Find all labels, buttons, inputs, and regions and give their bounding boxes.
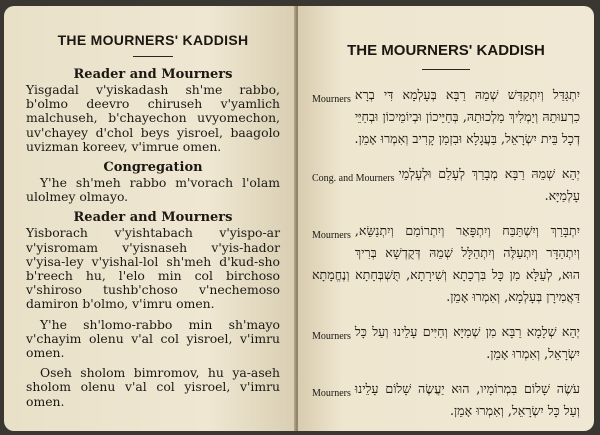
transliteration-paragraph: Yisgadal v'yiskadash sh'me rabbo, b'olmo deevro chiruseh v'yamlich malchuseh, b'chayechon uvyomechon, uv'chayey d'chol beys yisroel, baagolo uvizman koreev, v'imrue omen. xyxy=(26,82,280,154)
transliteration-paragraph: Y'he sh'lomo-rabbo min sh'mayo v'chayim olenu v'al col yisroel, v'imru omen. xyxy=(26,316,280,361)
section-congregation xyxy=(26,160,280,204)
transliteration-paragraph: Oseh sholom bimromov, hu ya-aseh sholom olenu v'al col yisroel, v'imru omen. xyxy=(26,365,280,409)
section-heading: Congregation xyxy=(103,160,203,176)
section-reader-and-mourners-1 xyxy=(26,67,280,154)
section-heading: Reader and Mourners xyxy=(73,67,233,82)
speaker-label: Mourners xyxy=(312,230,351,241)
right-page-title: THE MOURNERS' KADDISH xyxy=(347,42,545,59)
section-heading: Reader and Mourners xyxy=(73,210,233,226)
hebrew-verse xyxy=(312,163,580,207)
hebrew-verse xyxy=(312,220,580,308)
left-page-transliteration xyxy=(4,6,296,431)
right-page-hebrew xyxy=(298,6,594,431)
speaker-label: Mourners xyxy=(312,331,351,342)
title-divider xyxy=(133,56,173,57)
hebrew-verse xyxy=(312,378,580,422)
hebrew-verse xyxy=(312,84,580,150)
hebrew-verse xyxy=(312,321,580,365)
section-reader-and-mourners-2 xyxy=(26,210,280,408)
speaker-label: Mourners xyxy=(312,388,351,399)
hebrew-text: יְהֵא שְׁלָמָא רַבָּא מִן שְׁמַיָּא וְחַיִּים עָלֵינוּ וְעַל כָּל יִשְׂרָאֵל, וְאִמְרוּ אָמֵן. xyxy=(354,324,580,361)
hebrew-text: יִתְגַּדַּל וְיִתְקַדַּשׁ שְׁמֵהּ רַבָּא בְּעָלְמָא דִּי בְרָא כִרְעוּתֵהּ וְיַמְלִיךְ מַלְכוּתֵהּ, בְּחַיֵּיכוֹן וּבְיוֹמֵיכוֹן וּבְחַיֵּי דְכָל בֵּית יִשְׂרָאֵל, בַּעֲגָלָא וּבִזְמַן קָרִיב וְאִמְרוּ אָמֵן. xyxy=(354,87,580,146)
title-divider xyxy=(422,69,470,70)
hebrew-text: יִתְבָּרַךְ וְיִשְׁתַּבַּח וְיִתְפָּאַר וְיִתְרוֹמַם וְיִתְנַשֵּׂא, וְיִתְהַדָּר וְיִתְעַלֶּה וְיִתְהַלָּל שְׁמֵהּ דְּקֻדְשָׁא בְּרִיךְ הוּא, לְעֵלָּא מִן כָּל בִּרְכָתָא וְשִׁירָתָא, תֻּשְׁבְּחָתָא וְנֶחֱמָתָא דַּאֲמִירָן בְּעָלְמָא, וְאִמְרוּ אָמֵן. xyxy=(312,223,580,304)
hebrew-text: יְהֵא שְׁמֵהּ רַבָּא מְבָרַךְ לְעָלַם וּלְעָלְמֵי עָלְמַיָּא. xyxy=(398,166,580,203)
speaker-label: Mourners xyxy=(312,94,351,105)
hebrew-text: עֹשֶׂה שָׁלוֹם בִּמְרוֹמָיו, הוּא יַעֲשֶׂה שָׁלוֹם עָלֵינוּ וְעַל כָּל יִשְׂרָאֵל, וְאִמְרוּ אָמֵן. xyxy=(354,381,580,418)
transliteration-paragraph: Yisborach v'yishtabach v'yispo-ar v'yisromam v'yisnaseh v'yis-hador v'yisa-ley v'yishal-lol sh'meh d'kud-sho b'reech hu, l'elo min col birchoso v'shiroso tushb'choso v'nechemoso damiron b'olmo, v'imru omen. xyxy=(26,225,280,312)
transliteration-paragraph: Y'he sh'meh rabbo m'vorach l'olam ulolmey olmayo. xyxy=(26,175,280,205)
left-page-title: THE MOURNERS' KADDISH xyxy=(57,32,249,48)
speaker-label: Cong. and Mourners xyxy=(312,173,395,184)
